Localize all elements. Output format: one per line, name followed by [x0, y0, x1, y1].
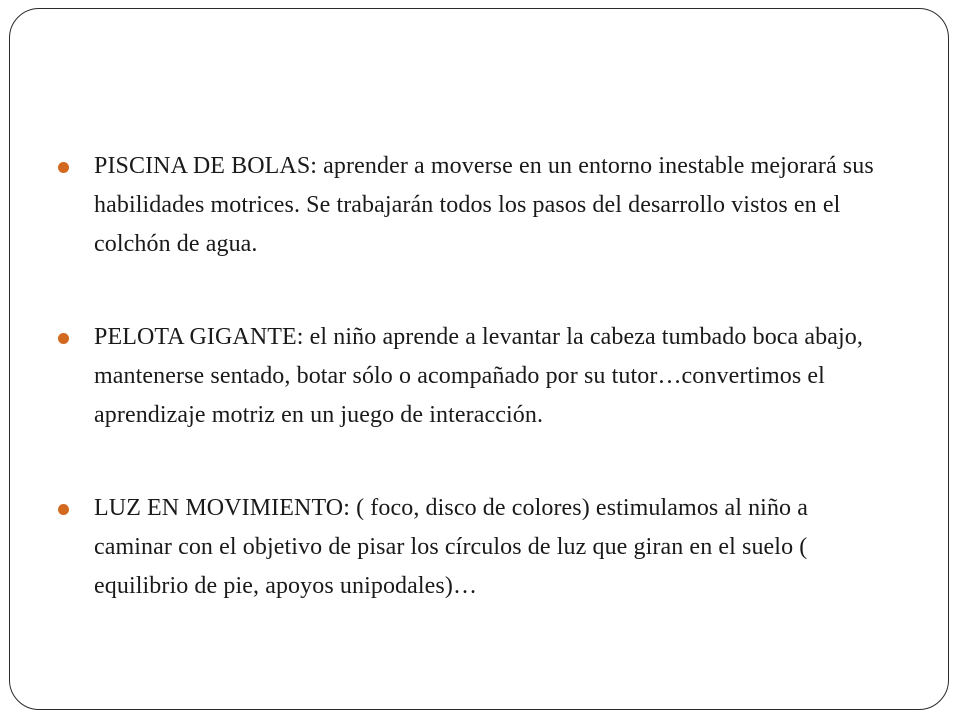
- bullet-item-pelota: [58, 318, 888, 435]
- bullet-text: PISCINA DE BOLAS: aprender a moverse en un entorno inestable mejorará sus habilidades motrices. Se trabajarán todos los pasos del desarrollo vistos en el colchón de agua.: [94, 153, 874, 257]
- bullet-list: [58, 147, 888, 660]
- bullet-item-piscina: [58, 147, 888, 264]
- slide-frame: [9, 8, 949, 710]
- bullet-dot-icon: [58, 504, 69, 515]
- bullet-text: PELOTA GIGANTE: el niño aprende a levantar la cabeza tumbado boca abajo, mantenerse sentado, botar sólo o acompañado por su tutor…convertimos el aprendizaje motriz en un juego de interacción.: [94, 324, 863, 428]
- bullet-dot-icon: [58, 333, 69, 344]
- bullet-item-luz: [58, 489, 888, 606]
- bullet-dot-icon: [58, 162, 69, 173]
- bullet-text: LUZ EN MOVIMIENTO: ( foco, disco de colores) estimulamos al niño a caminar con el objetivo de pisar los círculos de luz que giran en el suelo ( equilibrio de pie, apoyos unipodales)…: [94, 495, 809, 599]
